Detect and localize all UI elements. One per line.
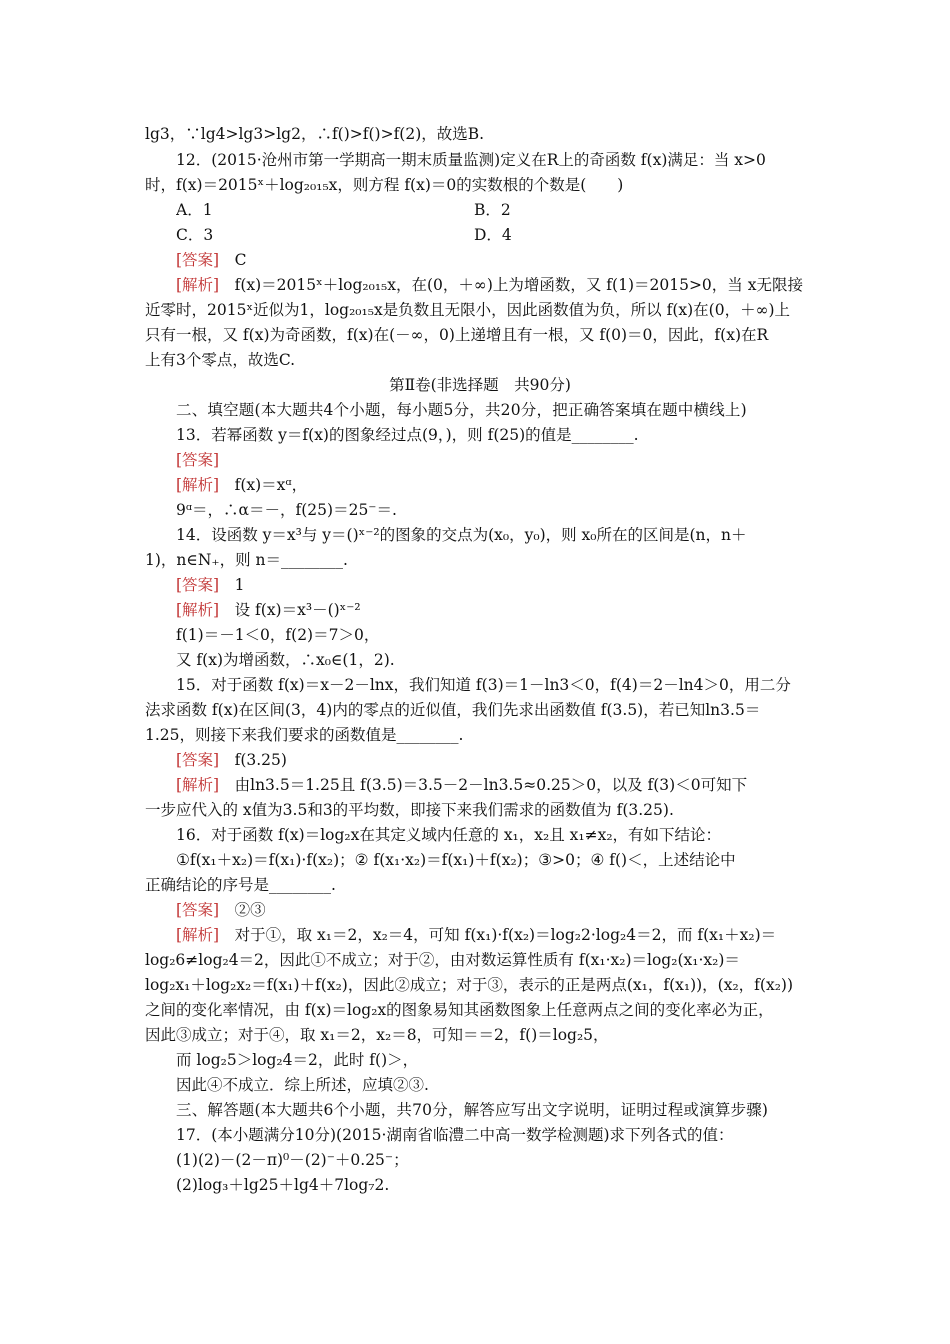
question-12-stem: 12．(2015·沧州市第一学期高一期末质量监测)定义在R上的奇函数 f(x)满足：当 x>0	[176, 151, 766, 169]
text-line: log₂6≠log₂4＝2，因此①不成立；对于②，由对数运算性质有 f(x₁·x₂)＝log₂(x₁·x₂)＝	[145, 951, 740, 969]
analysis-14: [解析] 设 f(x)＝x³－()ˣ⁻²	[176, 601, 361, 619]
section-fill-in: 二、填空题(本大题共4个小题，每小题5分，共20分，把正确答案填在题中横线上)	[176, 401, 747, 419]
question-12-stem-cont: 时，f(x)＝2015ˣ＋log₂₀₁₅x，则方程 f(x)＝0的实数根的个数是( )	[145, 176, 624, 194]
section-heading-part-2: 第Ⅱ卷(非选择题 共90分)	[389, 376, 571, 394]
question-17-part-2: (2)log₃＋lg25＋lg4＋7log₇2.	[176, 1176, 390, 1194]
answer-12: [答案] C	[176, 251, 247, 269]
answer-14: [答案] 1	[176, 576, 245, 594]
question-14-stem: 14．设函数 y＝x³与 y＝()ˣ⁻²的图象的交点为(x₀，y₀)，则 x₀所在的区间是(n，n＋	[176, 526, 747, 544]
answer-tag: [答案]	[176, 451, 220, 469]
text-line: 正确结论的序号是________.	[145, 876, 336, 894]
text-line: 近零时，2015ˣ近似为1，log₂₀₁₅x是负数且无限小，因此函数值为负，所以 f(x)在(0，＋∞)上	[145, 301, 791, 319]
text-line: 只有一根，又 f(x)为奇函数，f(x)在(－∞，0)上递增且有一根，又 f(0)＝0，因此，f(x)在R	[145, 326, 769, 344]
analysis-tag: [解析]	[176, 476, 220, 494]
answer-15: [答案] f(3.25)	[176, 751, 287, 769]
text-line: 上有3个零点，故选C.	[145, 351, 296, 369]
text-line: lg3，∵lg4>lg3>lg2，∴f()>f()>f(2)，故选B.	[145, 125, 485, 143]
answer-13	[176, 447, 816, 473]
choice-d: D．4	[474, 226, 512, 244]
text-line: 因此④不成立．综上所述，应填②③.	[176, 1076, 429, 1094]
question-15-stem: 15．对于函数 f(x)＝x－2－lnx，我们知道 f(3)＝1－ln3＜0，f(4)＝2－ln4＞0，用二分	[176, 676, 791, 694]
analysis-tag: [解析]	[176, 276, 220, 294]
answer-16: [答案] ②③	[176, 901, 266, 919]
analysis-13: [解析] f(x)＝xᵅ，	[176, 476, 308, 494]
choice-b: B．2	[474, 201, 511, 219]
text-line: 1.25，则接下来我们要求的函数值是________.	[145, 726, 464, 744]
text-line: 1)，n∈N₊，则 n＝________.	[145, 551, 348, 569]
text-line: 而 log₂5＞log₂4＝2，此时 f()＞，	[176, 1051, 419, 1069]
question-16-stem: 16．对于函数 f(x)＝log₂x在其定义域内任意的 x₁，x₂且 x₁≠x₂，有如下结论：	[176, 826, 722, 844]
text-line: ①f(x₁＋x₂)＝f(x₁)·f(x₂)；② f(x₁·x₂)＝f(x₁)＋f(x₂)；③>0；④ f()＜，上述结论中	[176, 851, 736, 869]
choice-row-cd	[176, 222, 816, 248]
choice-c: C．3	[176, 226, 214, 244]
answer-tag: [答案]	[176, 251, 220, 269]
text-line: log₂x₁＋log₂x₂＝f(x₁)＋f(x₂)，因此②成立；对于③，表示的正是两点(x₁，f(x₁))，(x₂，f(x₂))	[145, 976, 794, 994]
section-answer-questions: 三、解答题(本大题共6个小题，共70分，解答应写出文字说明，证明过程或演算步骤)	[176, 1101, 769, 1119]
text-line: 一步应代入的 x值为3.5和3的平均数，即接下来我们需求的函数值为 f(3.25).	[145, 801, 674, 819]
answer-tag: [答案]	[176, 901, 220, 919]
analysis-tag: [解析]	[176, 776, 220, 794]
answer-tag: [答案]	[176, 576, 220, 594]
choice-a: A．1	[176, 201, 213, 219]
analysis-15: [解析] 由ln3.5＝1.25且 f(3.5)＝3.5－2－ln3.5≈0.25＞0，以及 f(3)＜0可知下	[176, 776, 748, 794]
answer-tag: [答案]	[176, 751, 220, 769]
text-line: 9ᵅ＝，∴α＝－，f(25)＝25⁻＝.	[176, 501, 397, 519]
text-line: f(1)＝－1＜0，f(2)＝7＞0，	[176, 626, 380, 644]
choice-row-ab	[176, 197, 816, 223]
analysis-16: [解析] 对于①，取 x₁＝2，x₂＝4，可知 f(x₁)·f(x₂)＝log₂2·log₂4＝2，而 f(x₁＋x₂)＝	[176, 926, 777, 944]
analysis-12: [解析] f(x)＝2015ˣ＋log₂₀₁₅x，在(0，＋∞)上为增函数，又 f(1)＝2015>0，当 x无限接	[176, 276, 803, 294]
question-17-stem: 17．(本小题满分10分)(2015·湖南省临澧二中高一数学检测题)求下列各式的值：	[176, 1126, 734, 1144]
text-line: 又 f(x)为增函数，∴x₀∈(1，2).	[176, 651, 395, 669]
text-line: 因此③成立；对于④，取 x₁＝2，x₂＝8，可知＝＝2，f()＝log₂5，	[145, 1026, 609, 1044]
question-17-part-1: (1)(2)－(2－π)⁰－(2)⁻＋0.25⁻；	[176, 1151, 409, 1169]
text-line: 法求函数 f(x)在区间(3，4)内的零点的近似值，我们先求出函数值 f(3.5)，若已知ln3.5＝	[145, 701, 761, 719]
analysis-tag: [解析]	[176, 601, 220, 619]
question-13-stem: 13．若幂函数 y＝f(x)的图象经过点(9，)，则 f(25)的值是________.	[176, 426, 639, 444]
analysis-tag: [解析]	[176, 926, 220, 944]
text-line: 之间的变化率情况，由 f(x)＝log₂x的图象易知其函数图象上任意两点之间的变化率必为正，	[145, 1001, 774, 1019]
